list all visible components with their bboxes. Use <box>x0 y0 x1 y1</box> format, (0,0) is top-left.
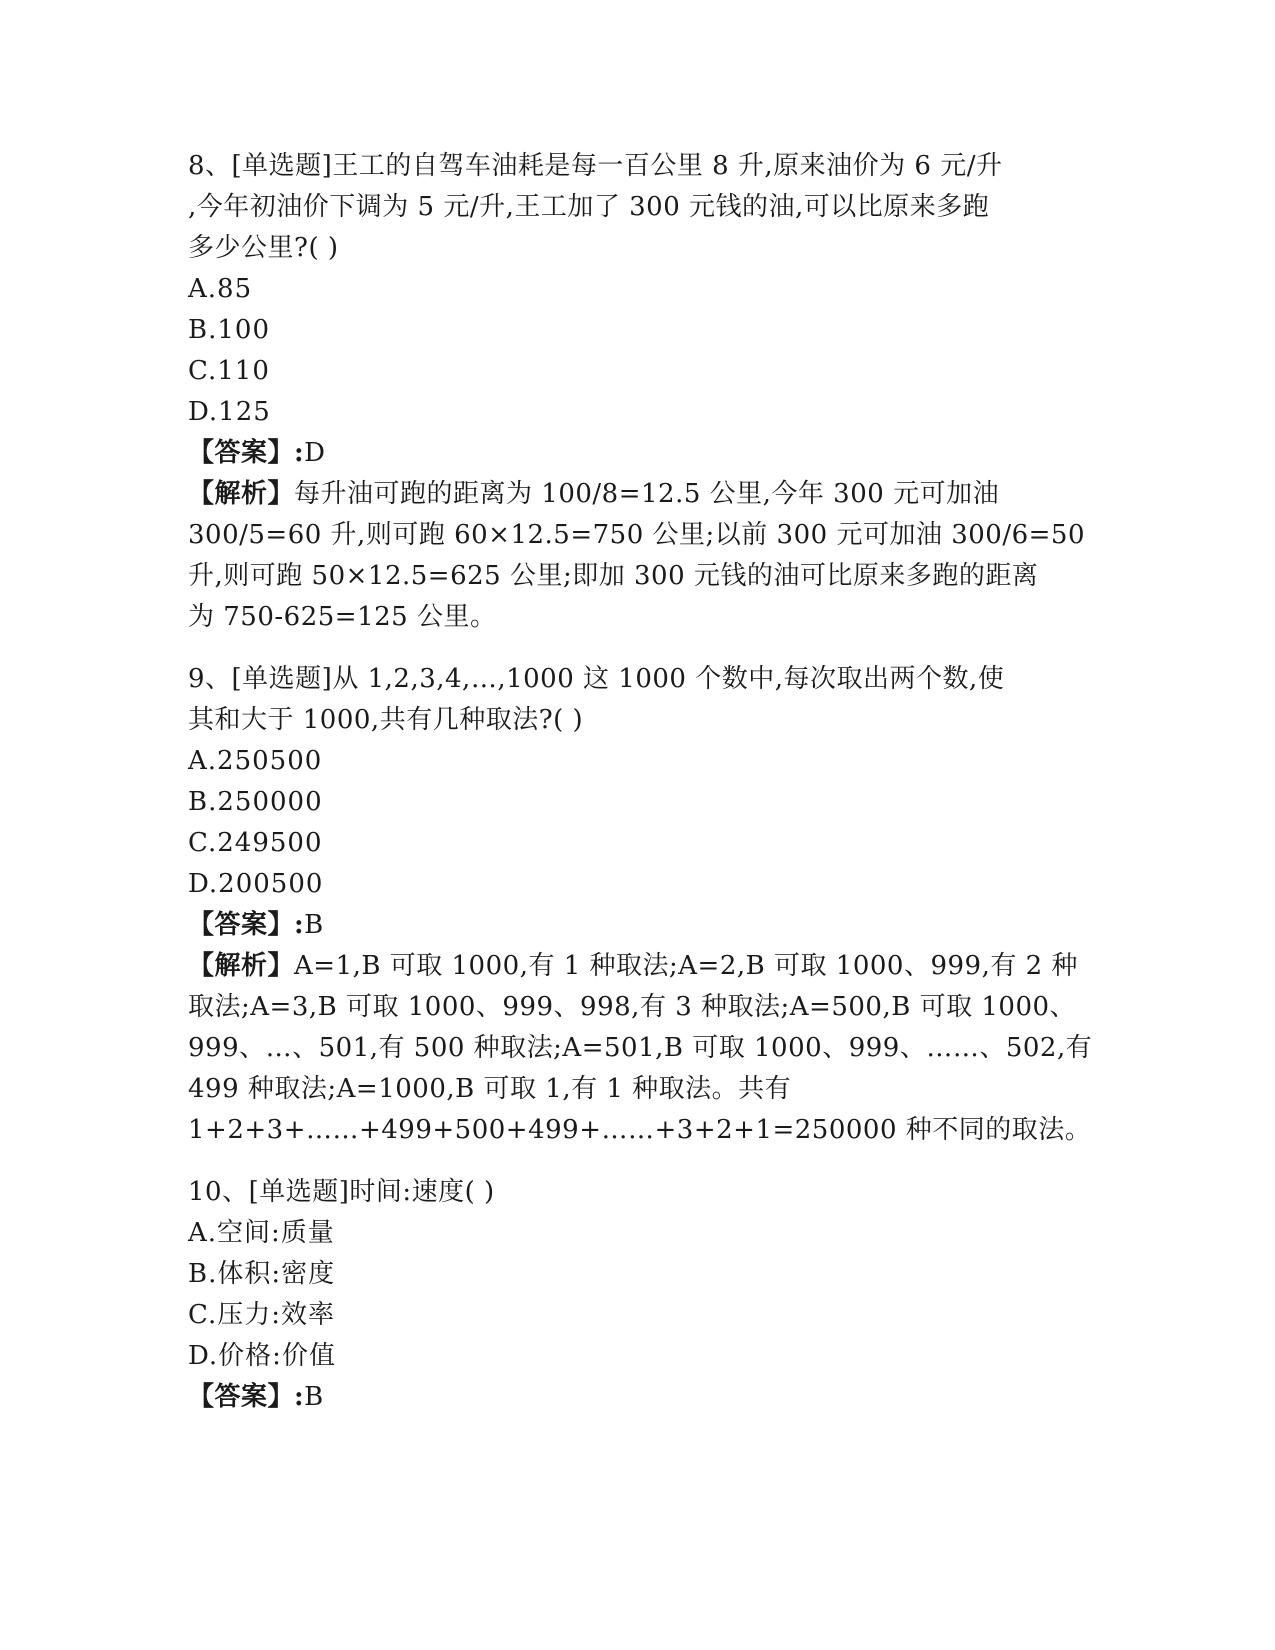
answer-value: B <box>304 1382 324 1412</box>
analysis-line: 升,则可跑 50×12.5=625 公里;即加 300 元钱的油可比原来多跑的距离 <box>188 561 1039 591</box>
option-a: A.空间:质量 <box>188 1218 335 1248</box>
option-c: C.110 <box>188 356 270 386</box>
answer-value: D <box>304 438 326 468</box>
option-c: C.249500 <box>188 828 323 858</box>
answer-label: 【答案】: <box>188 1382 305 1412</box>
option-d: D.200500 <box>188 869 324 899</box>
analysis-text: 每升油可跑的距离为 100/8=12.5 公里,今年 300 元可加油 <box>294 479 1000 509</box>
option-b: B.100 <box>188 315 270 345</box>
analysis-line: 300/5=60 升,则可跑 60×12.5=750 公里;以前 300 元可加油 300/6=50 <box>188 520 1086 550</box>
question-stem-line: 9、[单选题]从 1,2,3,4,…,1000 这 1000 个数中,每次取出两个数,使 <box>188 664 1005 694</box>
analysis-label: 【解析】 <box>188 951 295 981</box>
question-stem-line: 多少公里?( ) <box>188 233 339 263</box>
answer-line <box>188 1381 1088 1413</box>
answer-line <box>188 909 1088 941</box>
analysis-line: 为 750-625=125 公里。 <box>188 602 497 632</box>
question-stem-line: 其和大于 1000,共有几种取法?( ) <box>188 705 584 735</box>
answer-line <box>188 437 1088 469</box>
analysis-line <box>188 950 1088 982</box>
option-a: A.250500 <box>188 746 323 776</box>
question-stem-line: 10、[单选题]时间:速度( ) <box>188 1177 495 1207</box>
analysis-label: 【解析】 <box>188 479 295 509</box>
option-b: B.250000 <box>188 787 323 817</box>
question-stem-line: ,今年初油价下调为 5 元/升,王工加了 300 元钱的油,可以比原来多跑 <box>188 192 990 222</box>
analysis-line: 取法;A=3,B 可取 1000、999、998,有 3 种取法;A=500,B 可取 1000、 <box>188 992 1077 1022</box>
analysis-text: A=1,B 可取 1000,有 1 种取法;A=2,B 可取 1000、999,有 2 种 <box>294 951 1078 981</box>
option-b: B.体积:密度 <box>188 1259 336 1289</box>
option-a: A.85 <box>188 274 253 304</box>
option-d: D.125 <box>188 397 271 427</box>
option-d: D.价格:价值 <box>188 1341 336 1371</box>
question-stem-line: 8、[单选题]王工的自驾车油耗是每一百公里 8 升,原来油价为 6 元/升 <box>188 151 1003 181</box>
analysis-line: 999、…、501,有 500 种取法;A=501,B 可取 1000、999、……、502,有 <box>188 1033 1093 1063</box>
answer-label: 【答案】: <box>188 910 305 940</box>
answer-value: B <box>304 910 324 940</box>
analysis-line: 1+2+3+……+499+500+499+……+3+2+1=250000 种不同的取法。 <box>188 1115 1092 1145</box>
answer-label: 【答案】: <box>188 438 305 468</box>
option-c: C.压力:效率 <box>188 1300 335 1330</box>
analysis-line <box>188 478 1088 510</box>
analysis-line: 499 种取法;A=1000,B 可取 1,有 1 种取法。共有 <box>188 1074 792 1104</box>
